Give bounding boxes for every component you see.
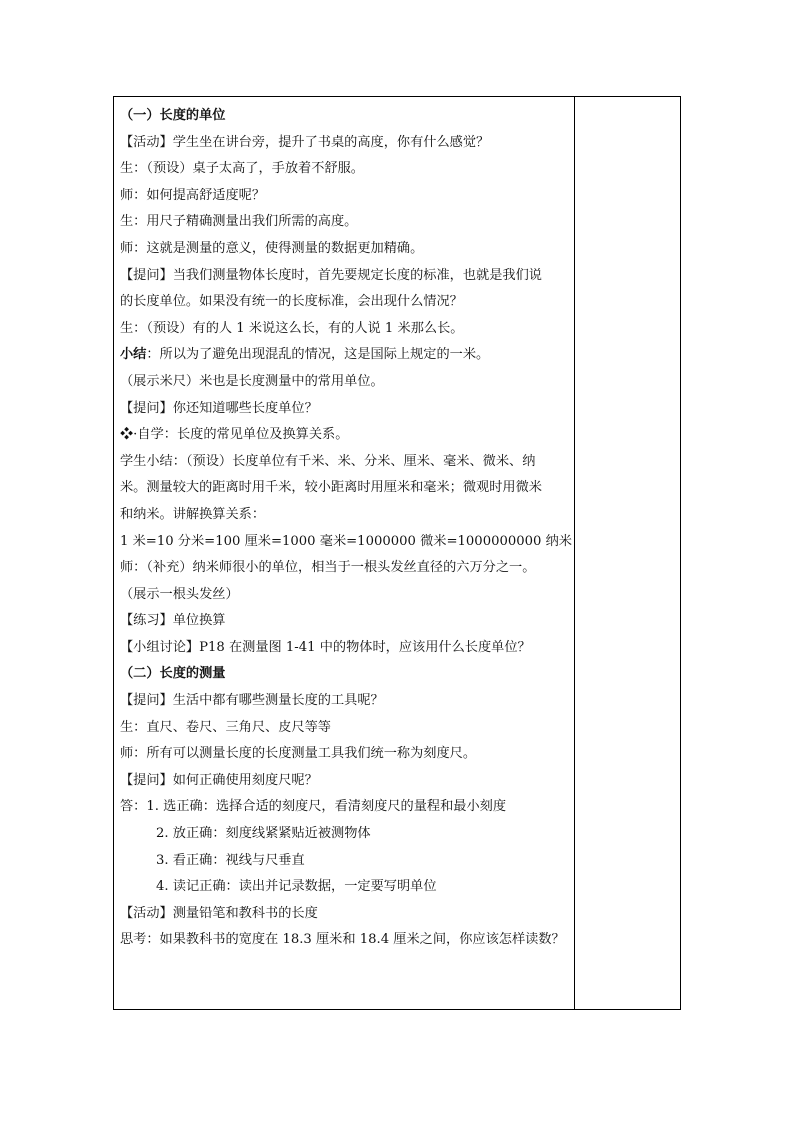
text-line: 4. 读记正确：读出并记录数据，一定要写明单位 — [156, 879, 437, 895]
text-line: 【提问】如何正确使用刻度尺呢？ — [120, 772, 318, 788]
text-line: 1 米=10 分米=100 厘米=1000 毫米=1000000 微米=1000000000 纳米 — [120, 533, 572, 549]
lesson-table — [113, 96, 681, 1010]
text-line: 【活动】学生坐在讲台旁，提升了书桌的高度，你有什么感觉？ — [120, 134, 490, 150]
text-line: 和纳米。讲解换算关系： — [120, 506, 266, 522]
lesson-content-cell — [120, 103, 570, 954]
bold-label: 小结 — [120, 347, 147, 363]
text-line: 师：这就是测量的意义，使得测量的数据更加精确。 — [120, 240, 424, 256]
text-line: 2. 放正确：刻度线紧紧贴近被测物体 — [156, 826, 371, 842]
text-line: 生：直尺、卷尺、三角尺、皮尺等等 — [120, 719, 331, 735]
text-line: 【提问】生活中都有哪些测量长度的工具呢？ — [120, 693, 384, 709]
text-line: （一）长度的单位 — [120, 108, 226, 123]
text-line: 生：（预设）桌子太高了，手放着不舒服。 — [120, 161, 364, 177]
text-line: 思考：如果教科书的宽度在 18.3 厘米和 18.4 厘米之间，你应该怎样读数？ — [120, 932, 565, 948]
text-line: 【提问】你还知道哪些长度单位？ — [120, 400, 318, 416]
line-text: ：所以为了避免出现混乱的情况，这是国际上规定的一米。 — [146, 347, 490, 363]
text-line: 师：所有可以测量长度的长度测量工具我们统一称为刻度尺。 — [120, 746, 477, 762]
text-line: 【活动】测量铅笔和教科书的长度 — [120, 905, 318, 921]
text-line: ❖·自学：长度的常见单位及换算关系。 — [120, 427, 349, 443]
text-line: 的长度单位。如果没有统一的长度标准，会出现什么情况？ — [120, 294, 463, 310]
text-line: （展示一根头发丝） — [120, 586, 239, 602]
text-line: 生：用尺子精确测量出我们所需的高度。 — [120, 214, 358, 230]
text-line: （二）长度的测量 — [120, 666, 226, 682]
text-line: 【练习】单位换算 — [120, 613, 226, 629]
text-line: 米。测量较大的距离时用千米，较小距离时用厘米和毫米；微观时用微米 — [120, 480, 542, 496]
text-line: （展示米尺）米也是长度测量中的常用单位。 — [120, 373, 384, 389]
text-line: 【小组讨论】P18 在测量图 1-41 中的物体时，应该用什么长度单位？ — [120, 639, 531, 655]
text-line — [120, 342, 570, 369]
text-line: 3. 看正确：视线与尺垂直 — [156, 852, 305, 868]
text-line: 【提问】当我们测量物体长度时，首先要规定长度的标准，也就是我们说 — [120, 267, 542, 283]
text-line: 答：1. 选正确：选择合适的刻度尺，看清刻度尺的量程和最小刻度 — [120, 799, 507, 815]
text-line: 学生小结：（预设）长度单位有千米、米、分米、厘米、毫米、微米、纳 — [120, 453, 536, 469]
notes-cell — [575, 97, 680, 1009]
text-line: 师：如何提高舒适度呢？ — [120, 187, 266, 203]
text-line: 师：（补充）纳米师很小的单位，相当于一根头发丝直径的六万分之一。 — [120, 560, 536, 576]
text-line: 生：（预设）有的人 1 米说这么长，有的人说 1 米那么长。 — [120, 320, 464, 336]
